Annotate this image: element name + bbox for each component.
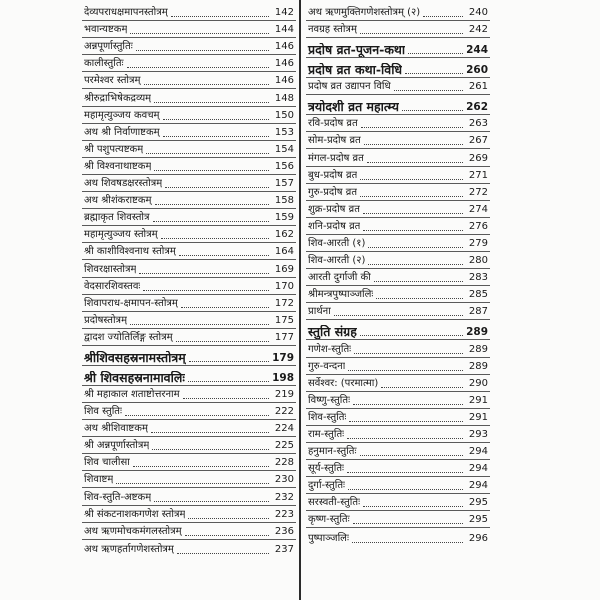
toc-entry	[306, 167, 490, 184]
toc-entry	[306, 269, 490, 286]
toc-entry-title: प्रार्थना	[308, 306, 331, 318]
toc-entry-title: अथ श्रीशिवाष्टकम्	[84, 423, 148, 435]
toc-entry-page: 289	[468, 343, 488, 355]
toc-entry-title: प्रदोष व्रत उद्यापन विधि	[308, 81, 391, 93]
toc-entry-leader	[127, 67, 269, 68]
toc-entry	[306, 95, 490, 115]
toc-entry-title: शिव-स्तुति-अष्टकम्	[84, 491, 152, 503]
toc-entry	[82, 346, 296, 366]
toc-entry-leader	[152, 449, 269, 450]
toc-entry	[82, 107, 296, 124]
toc-entry	[306, 477, 490, 494]
toc-entry-title: श्री महाकाल शताष्टोत्तरनाम	[84, 388, 180, 400]
toc-entry-page: 294	[468, 463, 488, 475]
toc-entry-leader	[368, 264, 463, 265]
toc-entry-leader	[188, 518, 269, 519]
toc-entry	[306, 235, 490, 252]
toc-entry	[306, 38, 490, 58]
toc-entry-page: 296	[468, 532, 488, 544]
toc-entry	[82, 124, 296, 141]
toc-entry-leader	[154, 170, 269, 171]
toc-entry-leader	[188, 381, 269, 382]
toc-entry-page: 219	[274, 388, 294, 400]
toc-entry-leader	[402, 110, 463, 111]
toc-entry-page: 222	[274, 406, 294, 418]
toc-entry	[306, 58, 490, 78]
toc-entry-leader	[360, 335, 463, 336]
toc-entry-title: सूर्य-स्तुतिः	[308, 463, 345, 475]
toc-entry-title: शिवरक्षास्तोत्रम्	[84, 263, 137, 275]
toc-entry	[82, 523, 296, 540]
toc-entry-leader	[354, 353, 463, 354]
toc-entry-leader	[353, 404, 463, 405]
toc-entry-title: बुध-प्रदोष व्रत	[308, 169, 358, 181]
toc-entry-title: द्वादश ज्योतिर्लिङ्ग स्तोत्रम्	[84, 331, 173, 343]
toc-entry-title: अथ शिवषडक्षरस्तोत्रम्	[84, 178, 163, 190]
toc-entry-page: 237	[274, 543, 294, 555]
toc-entry	[82, 226, 296, 243]
toc-entry	[82, 420, 296, 437]
toc-entry	[82, 175, 296, 192]
toc-entry-leader	[176, 341, 269, 342]
toc-entry-title: शिवाष्टम्	[84, 474, 114, 486]
toc-entry-leader	[185, 535, 269, 536]
toc-entry-leader	[363, 230, 463, 231]
toc-entry-leader	[143, 290, 269, 291]
toc-entry-page: 228	[274, 457, 294, 469]
toc-entry-leader	[130, 324, 269, 325]
toc-entry	[82, 540, 296, 557]
toc-entry	[82, 471, 296, 488]
toc-entry-leader	[347, 472, 463, 473]
column-divider	[299, 0, 301, 600]
toc-entry-title: सर्वेश्वर: (परमात्मा)	[308, 377, 379, 389]
toc-entry-title: शिव स्तुतिः	[84, 406, 123, 418]
toc-entry-page: 156	[274, 160, 294, 172]
toc-entry-title: शिव-स्तुतिः	[308, 411, 347, 423]
toc-entry-leader	[360, 196, 463, 197]
toc-entry-page: 150	[274, 109, 294, 121]
toc-entry-page: 295	[468, 514, 488, 526]
toc-entry-leader	[374, 281, 463, 282]
toc-entry-page: 267	[468, 135, 488, 147]
toc-entry	[82, 89, 296, 106]
toc-entry-page: 164	[274, 246, 294, 258]
toc-entry	[306, 132, 490, 149]
toc-entry-page: 260	[466, 64, 488, 77]
toc-right-column	[306, 4, 490, 546]
toc-entry-page: 294	[468, 480, 488, 492]
toc-entry	[82, 192, 296, 209]
toc-entry-title: दुर्गा-स्तुतिः	[308, 480, 346, 492]
toc-entry-page: 289	[468, 360, 488, 372]
toc-entry-page: 276	[468, 220, 488, 232]
toc-entry-leader	[181, 307, 269, 308]
toc-entry-leader	[363, 506, 463, 507]
toc-entry	[306, 426, 490, 443]
toc-entry-title: अथ ऋणहर्तागणेशस्तोत्रम्	[84, 543, 174, 555]
toc-entry-page: 154	[274, 143, 294, 155]
toc-entry-page: 294	[468, 446, 488, 458]
toc-entry-leader	[367, 162, 463, 163]
toc-entry	[306, 201, 490, 218]
toc-entry-page: 162	[274, 229, 294, 241]
toc-entry-title: ब्रह्माकृत शिवस्तोत्र	[84, 212, 150, 224]
toc-entry-title: मंगल-प्रदोष व्रत	[308, 152, 364, 164]
toc-entry-leader	[408, 53, 463, 54]
toc-entry-title: पुष्पाञ्जलिः	[308, 532, 349, 544]
toc-entry-leader	[352, 542, 463, 543]
toc-entry-title: महामृत्युञ्जय स्तोत्रम्	[84, 229, 158, 241]
toc-entry	[82, 278, 296, 295]
toc-entry-title: रवि-प्रदोष व्रत	[308, 118, 358, 130]
toc-entry	[306, 375, 490, 392]
toc-entry	[306, 494, 490, 511]
toc-entry-leader	[116, 483, 269, 484]
toc-entry	[82, 403, 296, 420]
toc-entry-page: 223	[274, 508, 294, 520]
toc-entry-page: 170	[274, 280, 294, 292]
toc-entry	[306, 460, 490, 477]
toc-entry	[82, 38, 296, 55]
toc-entry-leader	[146, 153, 269, 154]
toc-entry-page: 242	[468, 24, 488, 36]
toc-entry-leader	[353, 523, 463, 524]
toc-entry-title: अथ श्री निर्वाणाष्टकम्	[84, 126, 160, 138]
toc-entry-title: सरस्वती-स्तुतिः	[308, 497, 361, 509]
toc-entry-title: कृष्ण-स्तुतिः	[308, 514, 350, 526]
toc-entry-title: श्री विश्वनाथाष्टकम्	[84, 160, 152, 172]
toc-entry-title: श्री काशीविश्वनाथ स्तोत्रम्	[84, 246, 176, 258]
toc-entry-leader	[130, 33, 269, 34]
toc-entry	[306, 511, 490, 528]
toc-entry-page: 283	[468, 272, 488, 284]
toc-entry	[82, 243, 296, 260]
toc-entry-page: 157	[274, 178, 294, 190]
toc-entry-leader	[334, 315, 463, 316]
toc-entry	[82, 55, 296, 72]
toc-entry-leader	[151, 432, 269, 433]
toc-entry-page: 287	[468, 306, 488, 318]
toc-entry-page: 148	[274, 92, 294, 104]
toc-entry-page: 279	[468, 238, 488, 250]
toc-entry	[306, 286, 490, 303]
toc-entry-page: 146	[274, 58, 294, 70]
toc-entry-page: 158	[274, 195, 294, 207]
toc-entry-title: श्रीशिवसहस्रनामस्तोत्रम्	[84, 350, 186, 365]
toc-entry-page: 224	[274, 423, 294, 435]
toc-entry-page: 274	[468, 203, 488, 215]
toc-entry-title: विष्णु-स्तुतिः	[308, 394, 351, 406]
toc-entry-leader	[360, 179, 463, 180]
toc-entry	[306, 21, 490, 38]
toc-entry-title: स्तुति संग्रह	[308, 325, 357, 340]
toc-entry	[306, 443, 490, 460]
toc-entry	[82, 366, 296, 386]
toc-entry-page: 144	[274, 24, 294, 36]
toc-entry	[82, 437, 296, 454]
toc-entry	[82, 506, 296, 523]
toc-entry-leader	[423, 16, 463, 17]
toc-entry-leader	[363, 213, 463, 214]
toc-entry	[306, 320, 490, 340]
toc-entry	[306, 149, 490, 166]
toc-entry-page: 146	[274, 41, 294, 53]
toc-entry	[306, 340, 490, 357]
toc-entry	[82, 141, 296, 158]
toc-entry-title: आरती दुर्गाजी की	[308, 272, 371, 284]
toc-entry-leader	[394, 90, 463, 91]
toc-entry-title: त्रयोदशी व्रत महात्म्य	[308, 100, 399, 115]
toc-entry-leader	[349, 421, 463, 422]
toc-entry-title: देव्यपराधक्षमापनस्तोत्रम्	[84, 7, 168, 19]
toc-entry-title: भवान्यष्टकम्	[84, 24, 128, 36]
toc-entry-leader	[177, 553, 269, 554]
toc-entry-title: शिव-आरती (२)	[308, 255, 366, 267]
toc-entry-page: 232	[274, 491, 294, 503]
toc-entry-leader	[179, 255, 269, 256]
toc-entry-page: 291	[468, 411, 488, 423]
toc-entry	[82, 72, 296, 89]
toc-entry-title: शिवापराध-क्षमापन-स्तोत्रम्	[84, 297, 178, 309]
toc-entry-title: शिव-आरती (१)	[308, 238, 366, 250]
toc-entry-leader	[360, 33, 463, 34]
toc-entry-leader	[189, 361, 269, 362]
toc-entry-page: 225	[274, 440, 294, 452]
toc-entry-page: 153	[274, 126, 294, 138]
toc-entry-leader	[368, 247, 463, 248]
toc-entry-leader	[405, 73, 463, 74]
toc-entry	[306, 115, 490, 132]
toc-entry-title: गुरु-प्रदोष व्रत	[308, 186, 358, 198]
toc-entry-title: राम-स्तुतिः	[308, 428, 345, 440]
toc-entry-title: अथ ऋणमुक्तिगणेशस्तोत्रम् (२)	[308, 7, 421, 19]
toc-entry-leader	[139, 273, 269, 274]
toc-entry-page: 272	[468, 186, 488, 198]
toc-entry	[306, 392, 490, 409]
toc-entry	[306, 184, 490, 201]
toc-entry-page: 240	[468, 7, 488, 19]
toc-entry-title: श्री संकटनाशकगणेश स्तोत्रम्	[84, 508, 186, 520]
toc-entry-page: 142	[274, 7, 294, 19]
toc-entry-page: 291	[468, 394, 488, 406]
toc-entry	[82, 386, 296, 403]
toc-entry-leader	[161, 238, 269, 239]
toc-entry-title: गणेश-स्तुतिः	[308, 343, 352, 355]
toc-entry-title: शिव चालीसा	[84, 457, 130, 469]
toc-entry	[306, 409, 490, 426]
toc-entry-page: 285	[468, 289, 488, 301]
toc-entry-leader	[347, 438, 463, 439]
toc-entry-page: 169	[274, 263, 294, 275]
toc-entry	[306, 78, 490, 95]
toc-entry-leader	[348, 489, 463, 490]
toc-entry-page: 175	[274, 314, 294, 326]
toc-entry	[306, 218, 490, 235]
toc-entry-page: 290	[468, 377, 488, 389]
toc-entry-title: अन्नपूर्णास्तुतिः	[84, 41, 133, 53]
toc-entry	[82, 260, 296, 277]
toc-entry	[82, 454, 296, 471]
toc-entry-leader	[155, 204, 269, 205]
toc-entry-leader	[136, 50, 269, 51]
toc-entry-page: 261	[468, 81, 488, 93]
toc-entry-page: 179	[272, 351, 294, 364]
toc-entry-page: 244	[466, 44, 488, 57]
toc-entry	[82, 295, 296, 312]
toc-entry-page: 146	[274, 75, 294, 87]
toc-entry	[82, 209, 296, 226]
toc-entry-leader	[361, 127, 463, 128]
toc-entry-leader	[154, 501, 269, 502]
toc-entry-leader	[381, 387, 463, 388]
toc-entry	[306, 252, 490, 269]
toc-entry-title: शनि-प्रदोष व्रत	[308, 220, 361, 232]
toc-entry-page: 271	[468, 169, 488, 181]
toc-entry-title: सोम-प्रदोष व्रत	[308, 135, 361, 147]
toc-entry	[306, 4, 490, 21]
toc-entry-title: कालीस्तुतिः	[84, 58, 124, 70]
toc-entry-leader	[360, 455, 464, 456]
toc-entry-leader	[364, 144, 463, 145]
toc-entry	[306, 303, 490, 320]
toc-entry-page: 236	[274, 525, 294, 537]
toc-entry-title: हनुमान-स्तुतिः	[308, 446, 357, 458]
toc-entry-title: वेदसारशिवस्तवः	[84, 280, 141, 292]
toc-entry-title: श्रीमन्त्रपुष्पाञ्जलिः	[308, 289, 374, 301]
toc-entry-leader	[183, 398, 269, 399]
toc-entry	[82, 329, 296, 346]
toc-entry	[82, 158, 296, 175]
toc-entry-page: 289	[466, 326, 488, 339]
toc-entry-leader	[348, 370, 463, 371]
toc-entry-title: प्रदोष व्रत-पूजन-कथा	[308, 43, 406, 58]
toc-entry	[82, 312, 296, 329]
toc-entry-title: अथ श्रीशंकराष्टकम्	[84, 195, 152, 207]
toc-entry-title: नवग्रह स्तोत्रम्	[308, 24, 357, 36]
toc-entry-page: 263	[468, 118, 488, 130]
toc-entry	[306, 528, 490, 545]
toc-entry-title: श्री अन्नपूर्णास्तोत्रम्	[84, 440, 150, 452]
toc-entry-leader	[163, 136, 269, 137]
toc-entry-leader	[165, 187, 269, 188]
toc-entry-title: प्रदोषस्तोत्रम्	[84, 314, 128, 326]
toc-entry-page: 159	[274, 212, 294, 224]
toc-entry	[82, 21, 296, 38]
toc-entry-page: 198	[272, 371, 294, 384]
toc-entry-page: 293	[468, 428, 488, 440]
toc-entry-title: श्री पशुपत्यष्टकम्	[84, 143, 144, 155]
toc-left-column	[82, 4, 296, 557]
toc-entry-title: शुक्र-प्रदोष व्रत	[308, 203, 360, 215]
toc-entry-leader	[125, 415, 269, 416]
toc-entry-leader	[163, 119, 269, 120]
toc-entry-leader	[133, 466, 269, 467]
toc-entry-page: 295	[468, 497, 488, 509]
toc-entry-page: 269	[468, 152, 488, 164]
toc-entry	[82, 4, 296, 21]
toc-entry-page: 230	[274, 474, 294, 486]
toc-entry-leader	[171, 16, 269, 17]
toc-entry-page: 172	[274, 297, 294, 309]
toc-entry-title: प्रदोष व्रत कथा-विधि	[308, 63, 403, 78]
toc-entry-page: 262	[466, 101, 488, 114]
toc-entry-page: 280	[468, 255, 488, 267]
toc-entry-page: 177	[274, 331, 294, 343]
toc-entry-leader	[153, 221, 269, 222]
toc-entry-title: महामृत्युञ्जय कवचम्	[84, 109, 160, 121]
toc-entry-title: गुरु-वन्दना	[308, 360, 346, 372]
toc-entry-title: श्रीरुद्राभिषेकद्रव्यम्	[84, 92, 152, 104]
toc-entry	[306, 358, 490, 375]
toc-entry-title: अथ ऋणमोचकमंगलस्तोत्रम्	[84, 525, 182, 537]
toc-entry-leader	[154, 102, 269, 103]
toc-entry-leader	[376, 298, 463, 299]
toc-entry-leader	[144, 84, 269, 85]
toc-entry-title: श्री शिवसहस्रनामावलिः	[84, 370, 185, 385]
toc-entry-title: परमेश्वर स्तोत्रम्	[84, 75, 141, 87]
toc-entry	[82, 488, 296, 505]
